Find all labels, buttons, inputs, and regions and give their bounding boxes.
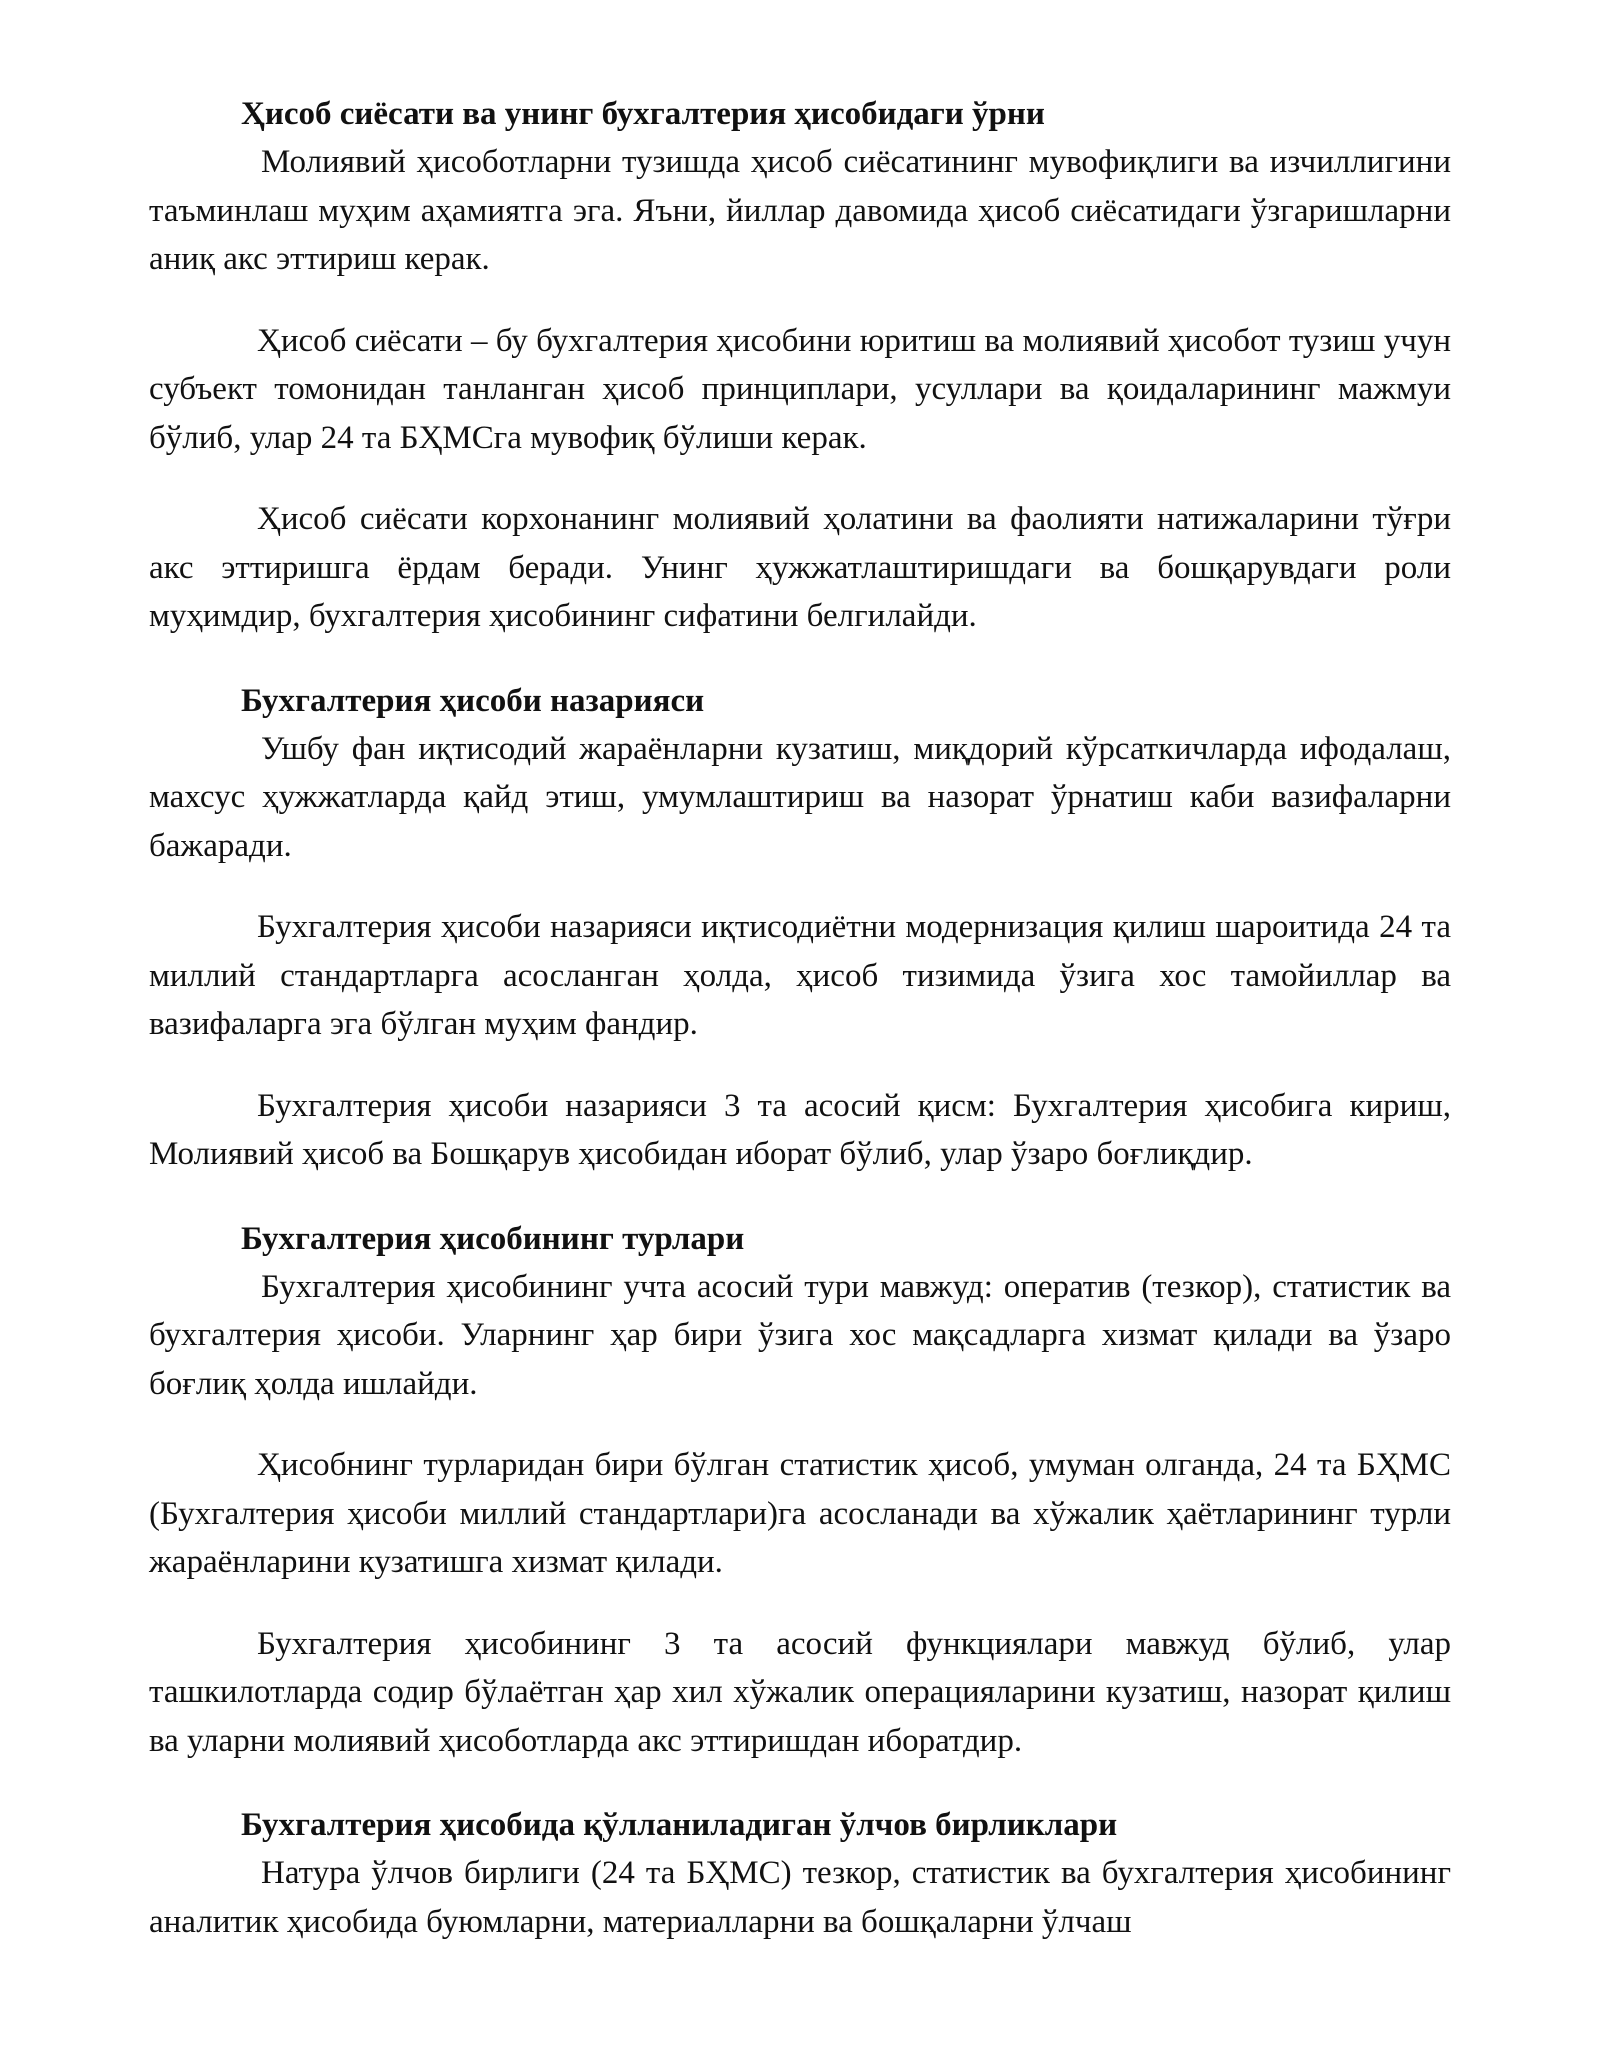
paragraph: Ҳисоб сиёсати – бу бухгалтерия ҳисобини юритиш ва молиявий ҳисобот тузиш учун субъект томонидан танланган ҳисоб принциплари, усуллари ва қоидаларининг мажмуи бўлиб, улар 24 та БҲМСга мувофиқ бўлиши керак. — [149, 322, 1451, 456]
paragraph: Натура ўлчов бирлиги (24 та БҲМС) тезкор, статистик ва бухгалтерия ҳисобининг аналитик ҳисобида буюмларни, материалларни ва бошқаларни ўлчаш — [149, 1855, 1451, 1940]
paragraph: Бухгалтерия ҳисоби назарияси 3 та асосий қисм: Бухгалтерия ҳисобига кириш, Молиявий ҳисоб ва Бошқарув ҳисобидан иборат бўлиб, улар ўзаро боғлиқдир. — [149, 1087, 1451, 1172]
paragraph: Бухгалтерия ҳисобининг 3 та асосий функциялари мавжуд бўлиб, улар ташкилотларда содир бўлаётган ҳар хил хўжалик операцияларини кузатиш, назорат қилиш ва уларни молиявий ҳисоботларда акс эттиришдан иборатдир. — [149, 1625, 1451, 1759]
section-heading: Бухгалтерия ҳисобида қўлланиладиган ўлчов бирликлари — [241, 1807, 1118, 1843]
section-accounting-policy — [149, 90, 1451, 641]
section-accounting-types — [149, 1215, 1451, 1766]
paragraph: Ҳисобнинг турларидан бири бўлган статистик ҳисоб, умуман олганда, 24 та БҲМС (Бухгалтерия ҳисоби миллий стандартлари)га асосланади ва хўжалик ҳаётларининг турли жараёнларини кузатишга хизмат қилади. — [149, 1447, 1451, 1580]
paragraph: Бухгалтерия ҳисоби назарияси иқтисодиётни модернизация қилиш шароитида 24 та миллий стандартларга асосланган ҳолда, ҳисоб тизимида ўзига хос тамойиллар ва вазифаларга эга бўлган муҳим фандир. — [149, 909, 1451, 1042]
paragraph: Бухгалтерия ҳисобининг учта асосий тури мавжуд: оператив (тезкор), статистик ва бухгалтерия ҳисоби. Уларнинг ҳар бири ўзига хос мақсадларга хизмат қилади ва ўзаро боғлиқ ҳолда ишлайди. — [149, 1268, 1451, 1402]
section-accounting-theory — [149, 677, 1451, 1179]
paragraph: Ушбу фан иқтисодий жараёнларни кузатиш, миқдорий кўрсаткичларда ифодалаш, махсус ҳужжатларда қайд этиш, умумлаштириш ва назорат ўрнатиш каби вазифаларни бажаради. — [149, 730, 1451, 864]
document-page — [149, 90, 1451, 1946]
paragraph: Ҳисоб сиёсати корхонанинг молиявий ҳолатини ва фаолияти натижаларини тўғри акс эттиришга ёрдам беради. Унинг ҳужжатлаштиришдаги ва бошқарувдаги роли муҳимдир, бухгалтерия ҳисобининг сифатини белгилайди. — [149, 501, 1451, 634]
section-heading: Бухгалтерия ҳисобининг турлари — [241, 1220, 745, 1257]
section-heading: Ҳисоб сиёсати ва унинг бухгалтерия ҳисобидаги ўрни — [241, 96, 1045, 132]
section-heading: Бухгалтерия ҳисоби назарияси — [241, 682, 705, 719]
section-measurement-units — [149, 1801, 1451, 1946]
paragraph: Молиявий ҳисоботларни тузишда ҳисоб сиёсатининг мувофиқлиги ва изчиллигини таъминлаш муҳим аҳамиятга эга. Яъни, йиллар давомида ҳисоб сиёсатидаги ўзгаришларни аниқ акс эттириш керак. — [149, 144, 1451, 277]
